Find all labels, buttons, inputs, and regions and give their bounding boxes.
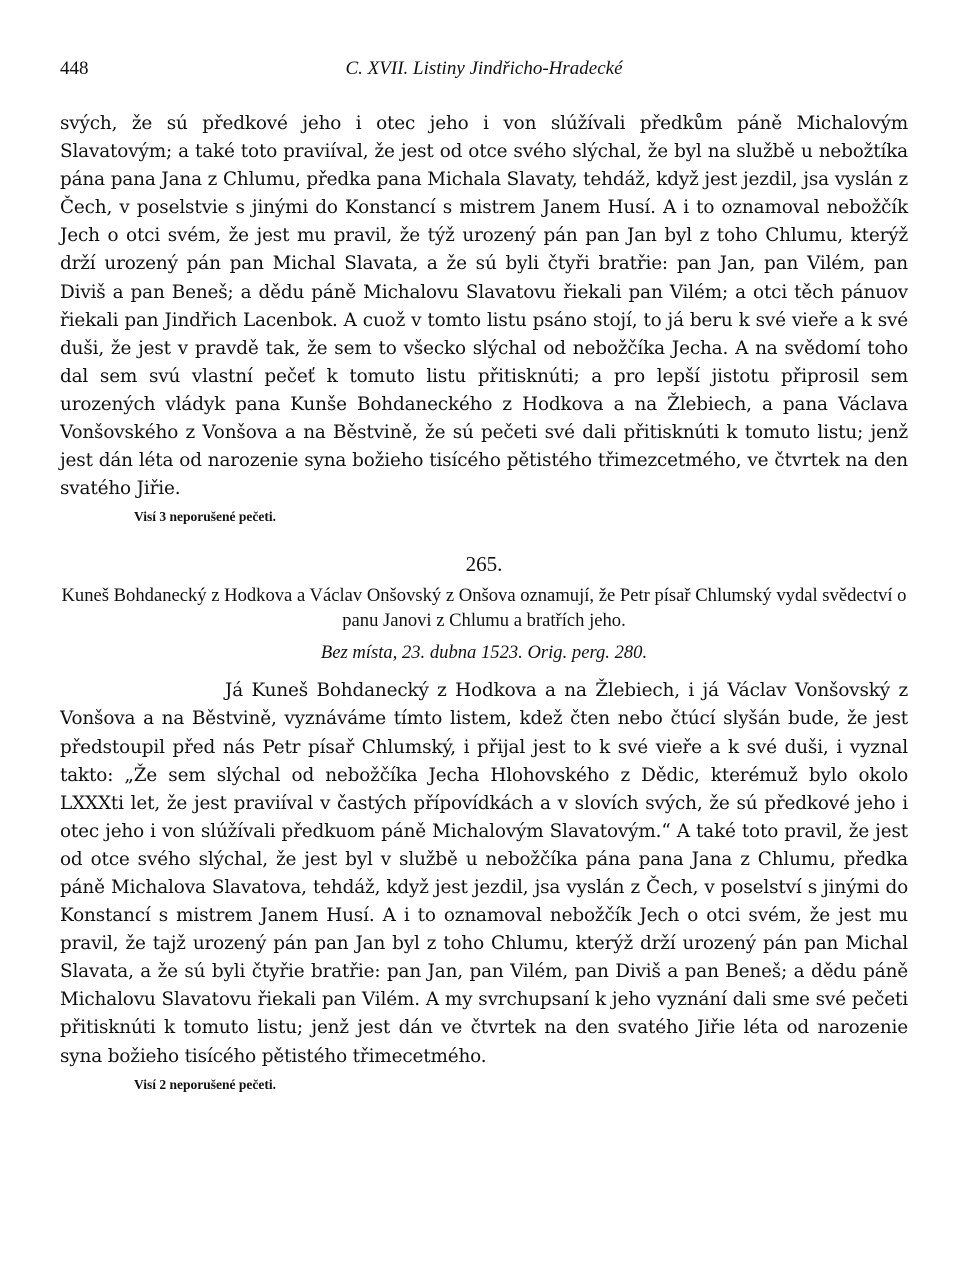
document-number: 265. [465, 552, 503, 577]
document-text: Já Kuneš Bohdanecký z Hodkova a na Žlebiech, i já Václav Vonšovský z Vonšova a na Běstvině, vyznáváme tímto listem, kdež čten nebo čtúcí slyšán bude, že jest předstoupil před nás Petr písař Chlumský, i přijal jest to k své vieře a k své duši, i vyznal takto: „Že sem slýchal od nebožčíka Jecha Hlohovského z Dědic, kterémuž bylo okolo LXXXti let, že jest praviíval v častých přípovídkách a v slovích svých, že sú předkové jeho i otec jeho i von slúžívali předkuom páně Michalovým Slavatovým.“ A také toto pravil, že jest od otce svého slýchal, že jest byl v službě u nebožčíka pána pana Jana z Chlumu, předka páně Michalova Slavatova, tehdáž, když jest jezdil, jsa vyslán z Čech, v poselství s jinými do Konstancí s mistrem Janem Husí. A i to oznamoval nebožčík Jech o otci svém, že jest mu pravil, že tajž urozený pán pan Jan byl z toho Chlumu, kterýž drží urozený pán pan Michal Slavata, a že sú byli čtyřie bratřie: pan Jan, pan Vilém, pan Diviš a pan Beneš; a dědu páně Michalovu Slavatovu řiekali pan Vilém. A my svrchupsaní k jeho vyznání dali sme své pečeti přitisknúti k tomuto listu; jenž jest dán ve čtvrtek na den svatého Jiřie léta od narozenie syna božieho tisícého pětistého třimecetmého. [60, 680, 908, 1067]
book-page [60, 54, 908, 1095]
seal-note: Visí 3 neporušené pečeti. [134, 509, 276, 525]
running-head: C. XVII. Listiny Jindřicho-Hradecké [345, 58, 623, 79]
page-number: 448 [60, 58, 89, 79]
document-source: Bez místa, 23. dubna 1523. Orig. perg. 280. [320, 642, 648, 664]
document-summary: Kuneš Bohdanecký z Hodkova a Václav Onšovský z Onšova oznamují, že Petr písař Chlumský vydal svědectví o panu Janovi z Chlumu a bratřích jeho. [61, 585, 907, 632]
seal-note: Visí 2 neporušené pečeti. [134, 1076, 276, 1092]
continuation-paragraph: svých, že sú předkové jeho i otec jeho i von slúžívali předkům páně Michalovým Slavatovým; a také toto praviíval, že jest od otce svého slýchal, že byl na službě u nebožtíka pána pana Jana z Chlumu, předka pana Michala Slavaty, tehdáž, když jest jezdil, jsa vyslán z Čech, v poselstvie s jinými do Konstancí s mistrem Janem Husí. A i to oznamoval nebožčík Jech o otci svém, že jest mu pravil, že týž urozený pán pan Jan byl z toho Chlumu, kterýž drží urozený pán pan Michal Slavata, a že sú byli čtyři bratřie: pan Jan, pan Vilém, pan Diviš a pan Beneš; a dědu páně Michalovu Slavatovu řiekali pan Vilém; a otci těch pánuov řiekali pan Jindřich Lacenbok. A cuož v tomto listu psáno stojí, to já beru k své vieře a k své duši, že jest v pravdě tak, že sem to všecko slýchal od nebožčíka Jecha. A na svědomí toho dal sem svú vlastní pečeť k tomuto listu přitisknúti; a pro lepší jistotu připrosil sem urozených vládyk pana Kunše Bohdaneckého z Hodkova a na Žlebiech, a pana Václava Vonšovského z Vonšova a na Běstvině, že sú pečeti své dali přitisknúti k tomuto listu; jenž jest dán léta od narozenie syna božieho tisícého pětistého třimezcetmého, ve čtvrtek na den svatého Jiřie. [60, 113, 908, 500]
page-header [60, 54, 908, 88]
